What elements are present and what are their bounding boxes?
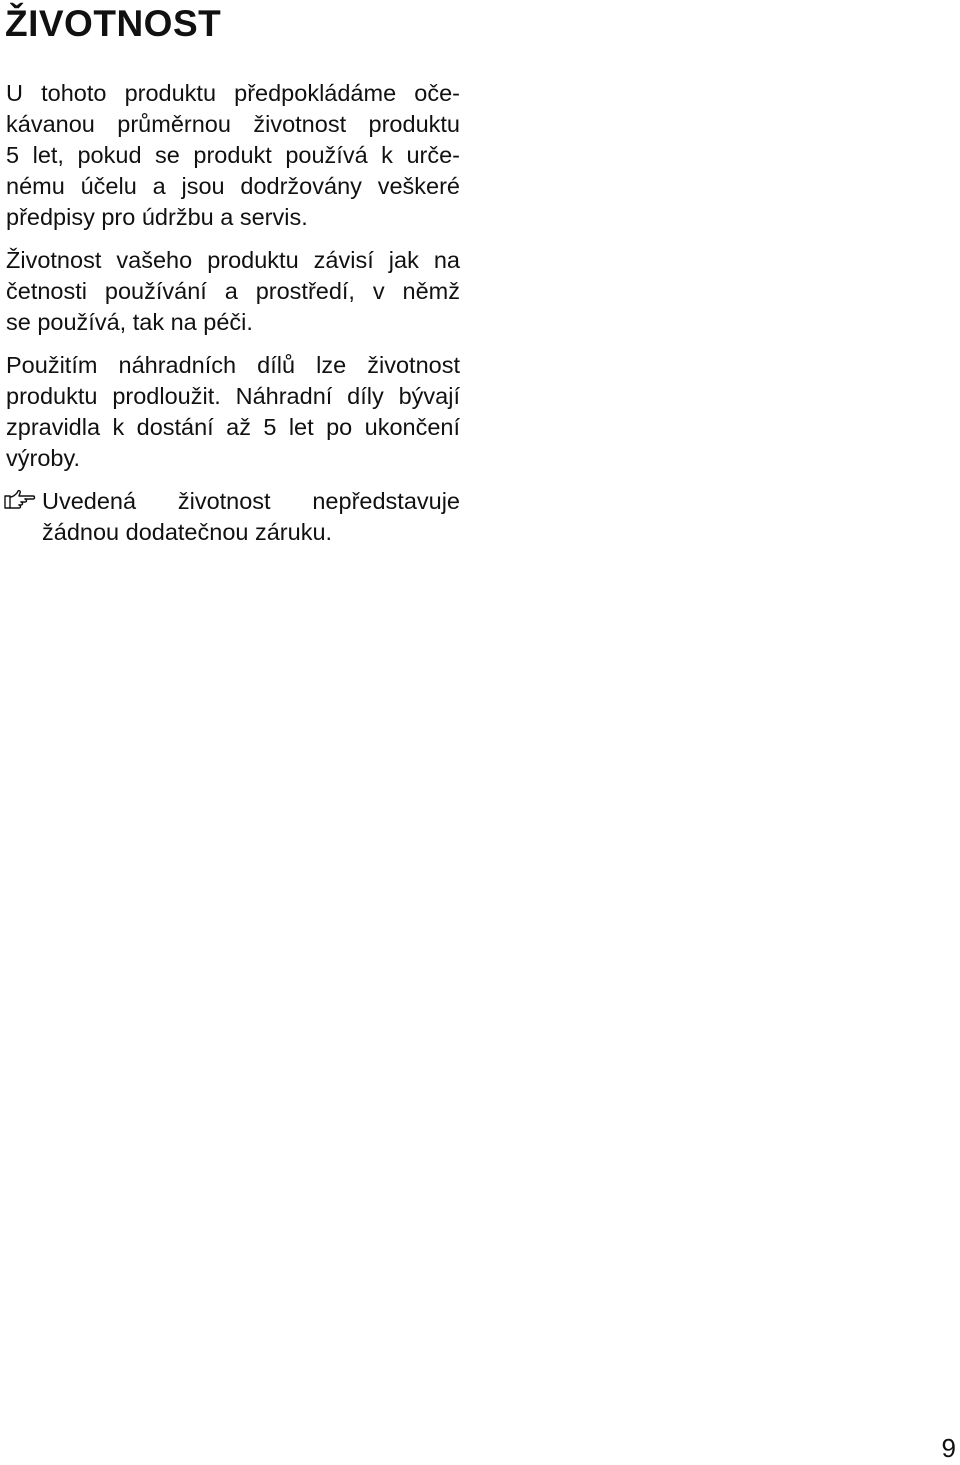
paragraph-line: četnosti používání a prostředí, v němž: [6, 278, 460, 304]
page-title: ŽIVOTNOST: [5, 3, 222, 44]
paragraph-line: nému účelu a jsou dodržovány veškeré: [6, 173, 460, 199]
paragraph-line: Životnost vašeho produktu závisí jak na: [6, 247, 460, 273]
paragraph-spare-parts: [6, 350, 460, 474]
paragraph-line: Použitím náhradních dílů lze životnost: [6, 352, 460, 378]
pointing-hand-icon: [4, 488, 36, 512]
paragraph-lifetime-factors: [6, 245, 460, 338]
paragraph-line: předpisy pro údržbu a servis.: [6, 204, 308, 230]
paragraph-lifetime-expectation: [6, 78, 460, 233]
page-number: 9: [941, 1433, 956, 1463]
note: [6, 486, 460, 548]
paragraph-line: výroby.: [6, 445, 80, 471]
note-line: žádnou dodatečnou záruku.: [42, 519, 333, 545]
paragraph-line: 5 let, pokud se produkt používá k urče-: [6, 142, 460, 168]
main-content: [6, 78, 460, 548]
paragraph-line: produktu prodloužit. Náhradní díly bývají: [6, 383, 460, 409]
paragraph-line: se používá, tak na péči.: [6, 309, 253, 335]
paragraph-line: U tohoto produktu předpokládáme oče-: [6, 80, 460, 106]
paragraph-line: zpravidla k dostání až 5 let po ukončení: [6, 414, 460, 440]
note-line: Uvedená životnost nepředstavuje: [42, 488, 460, 514]
paragraph-line: kávanou průměrnou životnost produktu: [6, 111, 460, 137]
